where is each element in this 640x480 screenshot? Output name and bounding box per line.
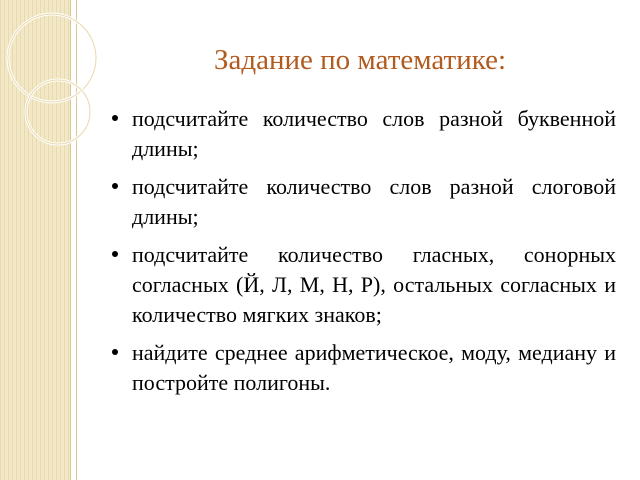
task-item-vowels-consonants: подсчитайте количество гласных, сонорных согласных (Й, Л, М, Н, Р), остальных согласных и количество мягких знаков; (112, 240, 616, 330)
task-item-syllable-length: подсчитайте количество слов разной слоговой длины; (112, 172, 616, 232)
slide-title: Задание по математике: (213, 44, 507, 76)
task-item-letter-length: подсчитайте количество слов разной буквенной длины; (112, 104, 616, 164)
decorative-rings-icon (0, 0, 120, 200)
slide-content (112, 104, 616, 406)
task-list (112, 104, 616, 398)
task-item-statistics: найдите среднее арифметическое, моду, медиану и постройте полигоны. (112, 338, 616, 398)
